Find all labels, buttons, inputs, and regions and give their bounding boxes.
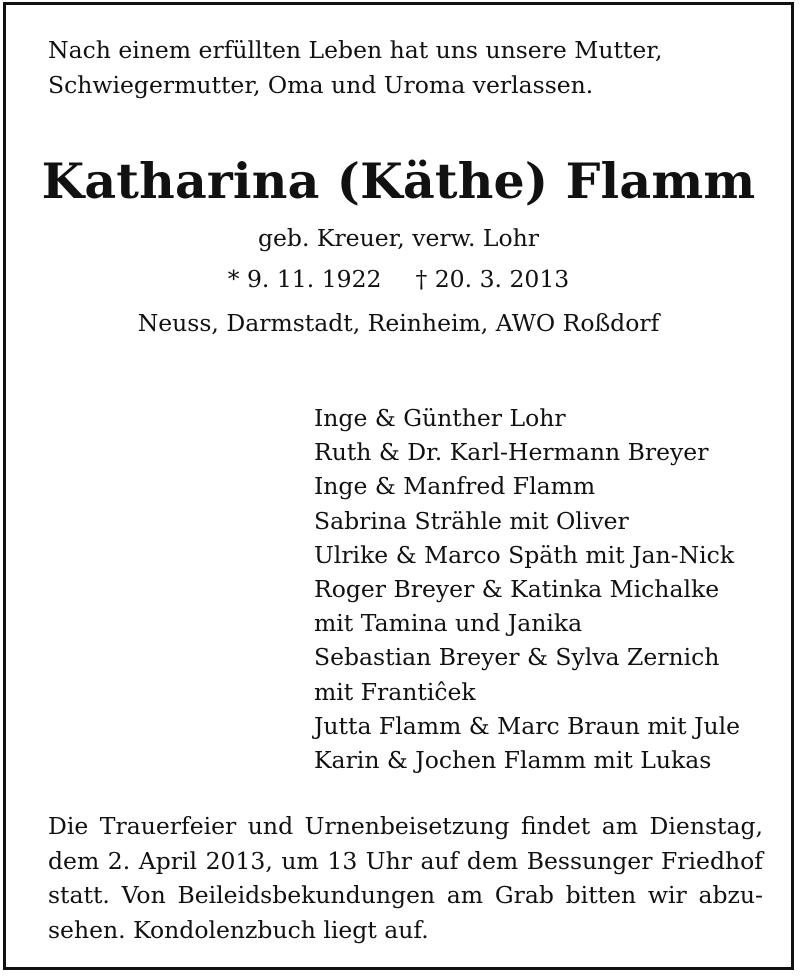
- mourner-line: Karin & Jochen Flamm mit Lukas: [314, 746, 712, 775]
- funeral-details: [48, 809, 763, 947]
- life-dates: [6, 262, 791, 296]
- funeral-details-line: statt. Von Beileidsbekundungen am Grab bitten wir abzu-: [48, 881, 763, 909]
- intro-line: Nach einem erfüllten Leben hat uns unsere Mutter,: [48, 36, 663, 64]
- mourners-list: [314, 401, 740, 777]
- mourner-line: Sabrina Strähle mit Oliver: [314, 506, 629, 535]
- intro-text: [48, 33, 768, 103]
- mourner-line: Ulrike & Marco Späth mit Jan-Nick: [314, 540, 735, 569]
- mourner-line: Roger Breyer & Katinka Michalke: [314, 575, 720, 604]
- funeral-details-line: sehen. Kondolenzbuch liegt auf.: [48, 915, 429, 944]
- mourner-line: mit Tamina und Janika: [314, 609, 583, 638]
- mourner-line: Jutta Flamm & Marc Braun mit Jule: [314, 711, 741, 740]
- obituary-notice: [3, 2, 794, 970]
- birth-name: geb. Kreuer, verw. Lohr: [257, 224, 540, 252]
- mourner-line: Inge & Günther Lohr: [314, 404, 566, 432]
- birth-date: * 9. 11. 1922: [227, 265, 382, 293]
- mourner-line: Ruth & Dr. Karl-Hermann Breyer: [314, 438, 709, 467]
- death-date: † 20. 3. 2013: [415, 265, 570, 293]
- mourner-line: Inge & Manfred Flamm: [314, 472, 596, 501]
- funeral-details-line: dem 2. April 2013, um 13 Uhr auf dem Bessunger Friedhof: [48, 846, 763, 875]
- intro-line: Schwiegermutter, Oma und Uroma verlassen.: [48, 71, 594, 99]
- funeral-details-line: Die Trauerfeier und Urnenbeisetzung findet am Dienstag,: [48, 812, 763, 840]
- deceased-name: Katharina (Käthe) Flamm: [41, 152, 756, 210]
- mourner-line: Sebastian Breyer & Sylva Zernich: [314, 643, 720, 672]
- places-of-residence: Neuss, Darmstadt, Reinheim, AWO Roßdorf: [137, 309, 660, 337]
- mourner-line: mit Frantiĉek: [314, 677, 476, 706]
